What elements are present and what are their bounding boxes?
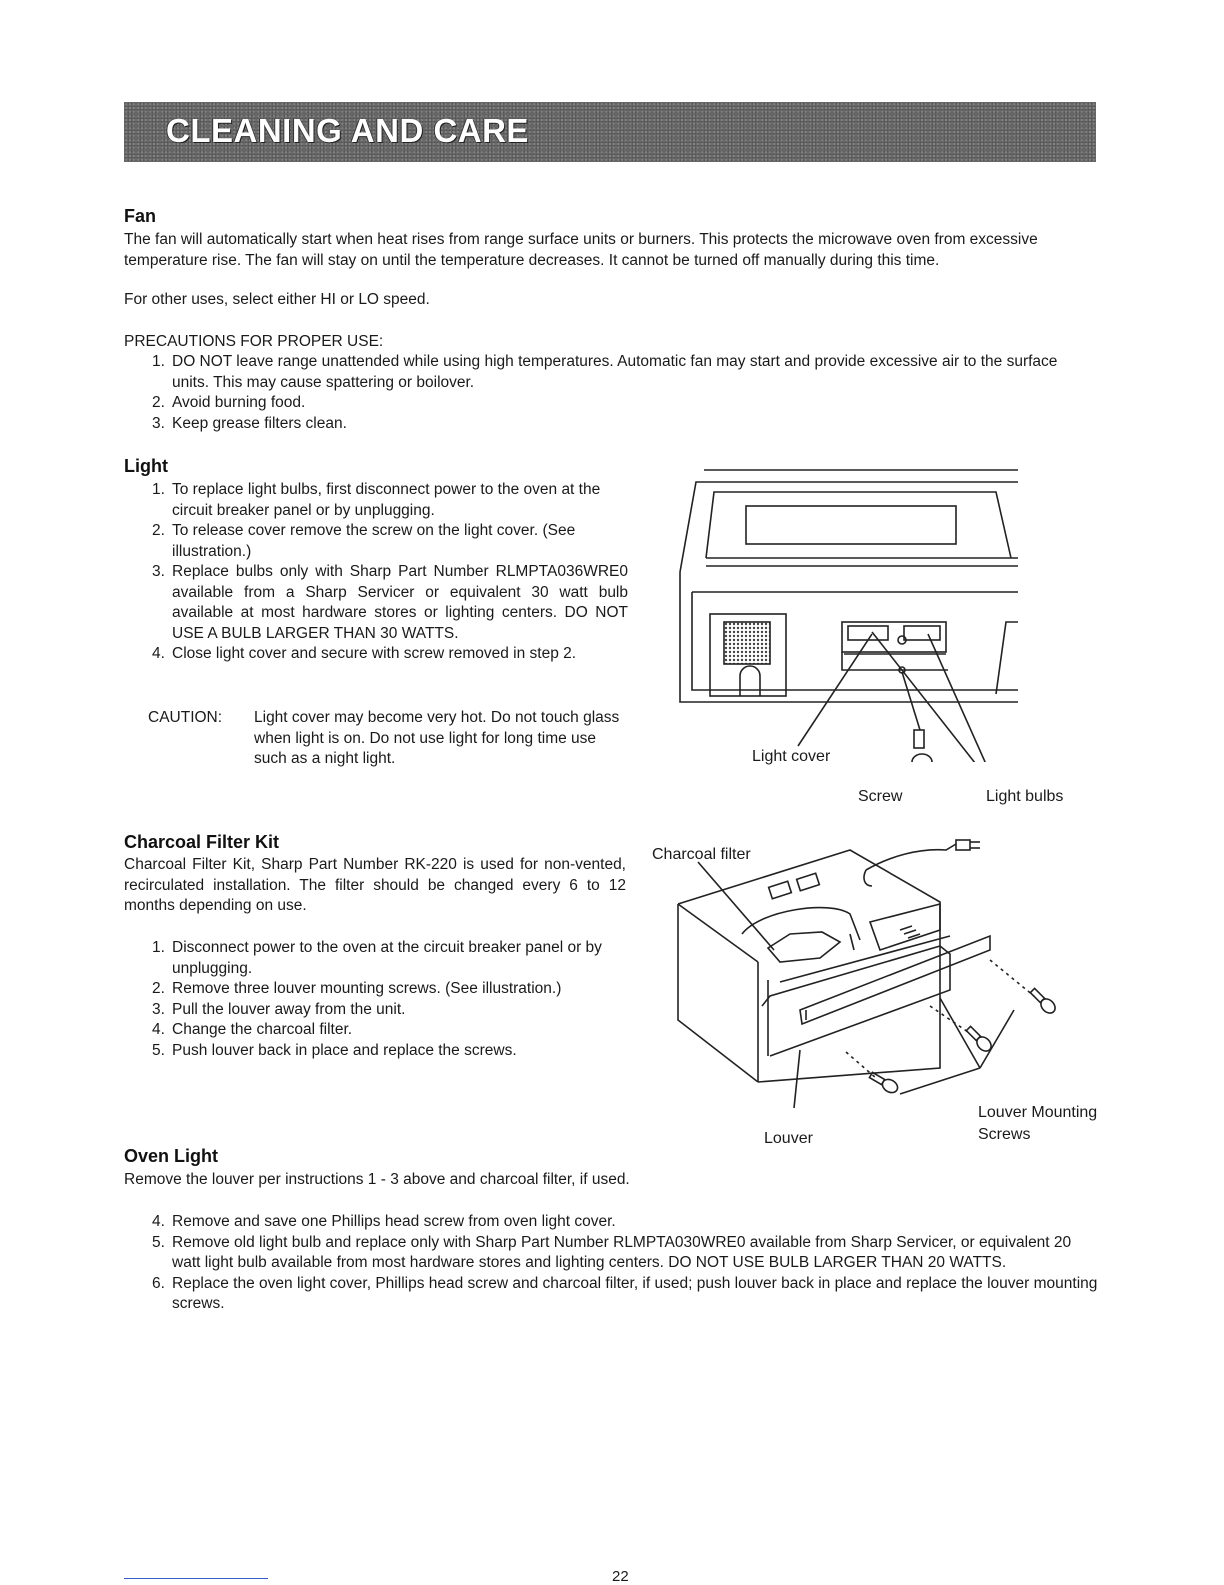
list-item: 4. Close light cover and secure with screw removed in step 2. bbox=[152, 645, 577, 662]
precautions-title: PRECAUTIONS FOR PROPER USE: bbox=[124, 333, 384, 350]
list-item: 3. Pull the louver away from the unit. bbox=[152, 1000, 406, 1018]
list-item: 3. Keep grease filters clean. bbox=[152, 414, 347, 432]
light-heading: Light bbox=[124, 456, 168, 476]
light-illustration bbox=[676, 462, 1026, 762]
charcoal-steps-list bbox=[148, 938, 628, 1061]
list-item: 3. Replace bulbs only with Sharp Part Number RLMPTA036WRE0 available from a Sharp Servicer or equivalent 30 watt bulb available at most hardware stores or lighting centers. DO NOT USE A BULB LARGER THAN 30 WATTS. bbox=[152, 563, 628, 642]
fan-heading: Fan bbox=[124, 206, 157, 226]
louver-mounting-label: Louver Mounting bbox=[978, 1104, 1098, 1121]
fan-speed-note: For other uses, select either HI or LO speed. bbox=[124, 291, 430, 308]
precautions-list bbox=[148, 352, 1098, 434]
screw-label: Screw bbox=[858, 788, 903, 805]
list-item: 2. Remove three louver mounting screws. (See illustration.) bbox=[152, 980, 562, 997]
page-title: CLEANING AND CARE bbox=[166, 112, 529, 149]
light-steps-list bbox=[148, 480, 628, 665]
list-item: 2. To release cover remove the screw on the light cover. (See illustration.) bbox=[152, 522, 576, 560]
list-item: 6. Replace the oven light cover, Phillips head screw and charcoal filter, if used; push louver back in place and replace the louver mounting screws. bbox=[152, 1274, 1098, 1312]
charcoal-intro: Charcoal Filter Kit, Sharp Part Number RK-220 is used for non-vented, recirculated installation. The filter should be changed every 6 to 12 months depending on use. bbox=[124, 856, 626, 914]
list-item: 4. Change the charcoal filter. bbox=[152, 1021, 353, 1038]
list-item: 5. Push louver back in place and replace the screws. bbox=[152, 1041, 517, 1059]
list-item: 5. Remove old light bulb and replace only with Sharp Part Number RLMPTA030WRE0 available from Sharp Servicer, or equivalent 20 watt light bulb available from most hardware stores and lighting centers. DO NOT USE BULB LARGER THAN 20 WATTS. bbox=[152, 1233, 1072, 1271]
fan-paragraph: The fan will automatically start when heat rises from range surface units or burners. This protects the microwave oven from excessive temperature rise. The fan will stay on until the temperature decreases. It cannot be turned off manually during this time. bbox=[124, 231, 1038, 269]
light-cover-label: Light cover bbox=[752, 748, 831, 765]
charcoal-filter-label: Charcoal filter bbox=[652, 846, 751, 863]
list-item: 1. DO NOT leave range unattended while using high temperatures. Automatic fan may start and provide excessive air to the surface units. This may cause spattering or boilover. bbox=[152, 353, 1058, 391]
oven-light-heading: Oven Light bbox=[124, 1146, 218, 1166]
screws-label: Screws bbox=[978, 1126, 1031, 1143]
list-item: 2. Avoid burning food. bbox=[152, 394, 306, 411]
charcoal-filter-illustration bbox=[650, 830, 1080, 1130]
charcoal-heading: Charcoal Filter Kit bbox=[124, 832, 280, 852]
list-item: 1. To replace light bulbs, first disconnect power to the oven at the circuit breaker panel or by unplugging. bbox=[152, 481, 601, 519]
page-number: 22 bbox=[612, 1568, 629, 1585]
caution-label: CAUTION: bbox=[148, 709, 223, 726]
list-item: 1. Disconnect power to the oven at the circuit breaker panel or by unplugging. bbox=[152, 939, 602, 977]
louver-label: Louver bbox=[764, 1130, 813, 1147]
oven-light-steps-list bbox=[148, 1212, 1098, 1315]
oven-light-intro: Remove the louver per instructions 1 - 3 above and charcoal filter, if used. bbox=[124, 1171, 630, 1188]
list-item: 4. Remove and save one Phillips head screw from oven light cover. bbox=[152, 1213, 616, 1230]
section-banner bbox=[124, 102, 1096, 162]
footer-rule bbox=[124, 1578, 268, 1579]
light-bulbs-label: Light bulbs bbox=[986, 788, 1064, 805]
caution-text: Light cover may become very hot. Do not touch glass when light is on. Do not use light for long time use such as a night light. bbox=[254, 709, 620, 767]
